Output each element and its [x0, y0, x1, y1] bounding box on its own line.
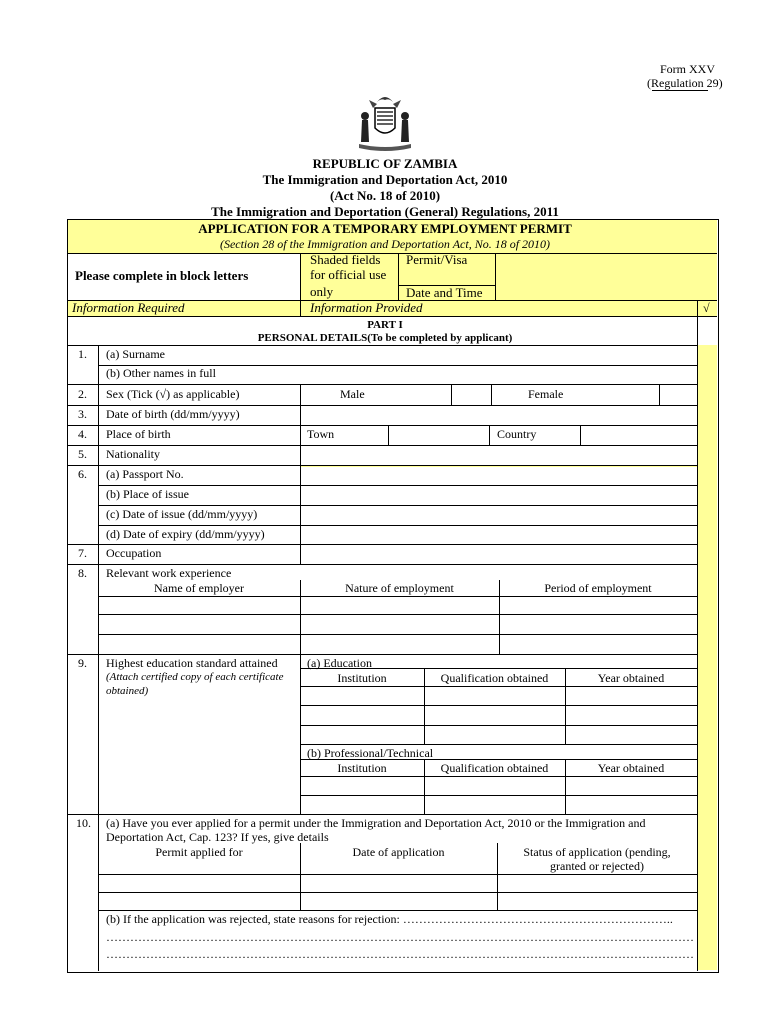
permit-visa-label: Permit/Visa — [406, 252, 468, 267]
date-time-label: Date and Time — [406, 285, 483, 300]
other-names-field[interactable] — [300, 366, 696, 383]
employer-field-3[interactable] — [99, 635, 299, 653]
occupation-label: Occupation — [106, 546, 162, 560]
section-ref: (Section 28 of the Immigration and Deportation Act, No. 18 of 2010) — [219, 237, 551, 251]
applied-question-2: Deportation Act, Cap. 123? If yes, give details — [106, 830, 329, 844]
professional-subheading: (b) Professional/Technical — [307, 746, 434, 760]
permit-applied-field-1[interactable] — [99, 875, 299, 891]
status-header-2: granted or rejected) — [550, 859, 644, 873]
year-header-b: Year obtained — [597, 761, 665, 775]
block-letters-note: Please complete in block letters — [75, 268, 249, 283]
tick-column-shade — [697, 345, 717, 970]
regulation-ref: (Regulation 29) — [647, 76, 723, 90]
republic-title: REPUBLIC OF ZAMBIA — [312, 156, 458, 171]
shaded-note-3: only — [310, 284, 334, 299]
status-header-1: Status of application (pending, — [523, 845, 671, 859]
row-num-2: 2. — [78, 387, 87, 401]
act-number: (Act No. 18 of 2010) — [329, 188, 441, 203]
date-application-header: Date of application — [352, 845, 445, 859]
place-issue-label: (b) Place of issue — [106, 487, 189, 501]
date-expiry-label: (d) Date of expiry (dd/mm/yyyy) — [106, 527, 265, 541]
permit-applied-field-2[interactable] — [99, 893, 299, 909]
permit-applied-header: Permit applied for — [155, 845, 243, 859]
female-checkbox[interactable] — [660, 385, 696, 404]
coat-of-arms-emblem — [355, 92, 415, 154]
info-required-label: Information Required — [72, 300, 185, 315]
employer-field-2[interactable] — [99, 615, 299, 633]
row-num-7: 7. — [78, 546, 87, 560]
part-subtitle: PERSONAL DETAILS(To be completed by applicant) — [257, 332, 513, 344]
passport-no-field[interactable] — [301, 466, 696, 484]
row-num-1: 1. — [78, 347, 87, 361]
town-label: Town — [307, 427, 335, 441]
passport-no-label: (a) Passport No. — [106, 467, 184, 481]
qualification-header-a: Qualification obtained — [440, 671, 549, 685]
education-subheading: (a) Education — [307, 656, 372, 670]
male-label: Male — [340, 387, 365, 401]
institution-header-a: Institution — [337, 671, 387, 685]
info-provided-label: Information Provided — [310, 300, 423, 315]
tick-header: √ — [703, 301, 710, 315]
row-num-5: 5. — [78, 447, 87, 461]
nature-header: Nature of employment — [345, 581, 454, 595]
male-checkbox[interactable] — [452, 385, 490, 404]
rejection-dots-1[interactable]: ………………………………………………………………………………………………………………………………… — [106, 930, 694, 944]
year-header-a: Year obtained — [597, 671, 665, 685]
occupation-field[interactable] — [301, 545, 696, 563]
other-names-label: (b) Other names in full — [106, 366, 216, 380]
town-field[interactable] — [389, 426, 488, 444]
country-label: Country — [497, 427, 537, 441]
row-num-9: 9. — [78, 656, 87, 670]
pob-label: Place of birth — [106, 427, 171, 441]
shaded-note-2: for official use — [310, 267, 387, 282]
country-field[interactable] — [581, 426, 696, 444]
rejection-dots-2[interactable]: ………………………………………………………………………………………………………………………………… — [106, 947, 694, 961]
row-num-4: 4. — [78, 427, 87, 441]
date-expiry-field[interactable] — [301, 526, 696, 543]
professional-institution-field[interactable] — [301, 777, 423, 794]
education-label: Highest education standard attained — [106, 656, 278, 670]
form-title: APPLICATION FOR A TEMPORARY EMPLOYMENT PERMIT — [198, 221, 572, 236]
qualification-header-b: Qualification obtained — [440, 761, 549, 775]
nationality-field[interactable] — [301, 446, 696, 464]
date-issue-field[interactable] — [301, 506, 696, 524]
employer-field-1[interactable] — [99, 597, 299, 613]
act-title: The Immigration and Deportation Act, 2010 — [262, 172, 508, 187]
rejection-reasons-label: (b) If the application was rejected, state reasons for rejection: ………………………………………………………….. — [106, 912, 673, 926]
row-num-3: 3. — [78, 407, 87, 421]
row-num-8: 8. — [78, 566, 87, 580]
row-num-10: 10. — [76, 816, 91, 830]
surname-label: (a) Surname — [106, 347, 165, 361]
attach-note-2: obtained) — [106, 685, 149, 697]
applied-question-1: (a) Have you ever applied for a permit under the Immigration and Deportation Act, 2010 or the Immigration and — [106, 816, 646, 830]
period-header: Period of employment — [544, 581, 652, 595]
dob-label: Date of birth (dd/mm/yyyy) — [106, 407, 240, 421]
place-issue-field[interactable] — [301, 486, 696, 504]
sex-label: Sex (Tick (√) as applicable) — [106, 387, 240, 401]
row-num-6: 6. — [78, 467, 87, 481]
form-number: Form XXV — [660, 62, 716, 76]
shaded-note-1: Shaded fields — [310, 252, 381, 267]
attach-note-1: (Attach certified copy of each certificate — [106, 671, 284, 683]
nationality-label: Nationality — [106, 447, 160, 461]
employer-header: Name of employer — [154, 581, 244, 595]
regulations-title: The Immigration and Deportation (General) Regulations, 2011 — [211, 204, 559, 219]
date-issue-label: (c) Date of issue (dd/mm/yyyy) — [106, 507, 258, 521]
part-title: PART I — [367, 319, 403, 331]
surname-field[interactable] — [300, 346, 696, 364]
work-exp-label: Relevant work experience — [106, 566, 232, 580]
female-label: Female — [528, 387, 564, 401]
dob-field[interactable] — [301, 406, 696, 424]
education-institution-field[interactable] — [301, 687, 423, 704]
institution-header-b: Institution — [337, 761, 387, 775]
